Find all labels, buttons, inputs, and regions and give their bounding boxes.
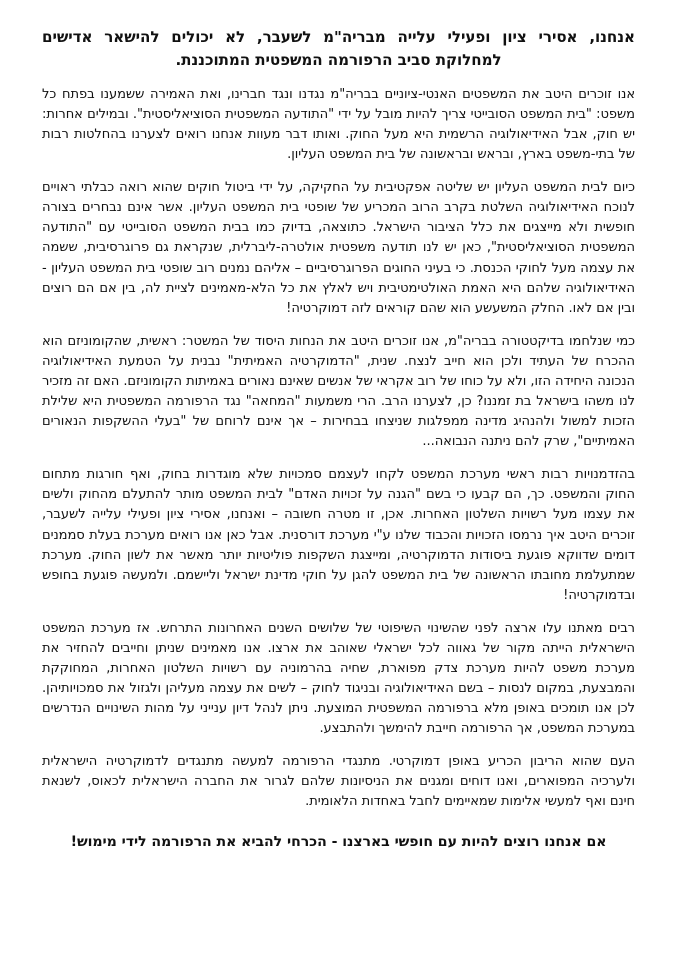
paragraph-4: בהזדמנויות רבות ראשי מערכת המשפט לקחו לעצמם סמכויות שלא מוגדרות בחוק, ואף חורגות מתחום החוק והמשפט. כך, הם קבעו כי בשם "הגנה על זכויות האדם" לבית המשפט מותר להתעלם מהחוק ולשים את עצמו מעל רשויות השלטון האחרות. אכן, זו מטרה חשובה – ואנחנו, אסירי ציון ופעילי עלייה לשעבר, זוכרים היטב איך נרמסו הזכויות והכבוד שלנו ע"י מערכת דורסנית. אבל כאן אנו רואים מערכת בעלת סממנים דומים שדווקא פוגעת ביסודות הדמוקרטיה, ומייצגת השקפות פוליטיות יותר מאשר את לשון החוק. מערכת שמתעלמת מחובתו הראשונה של בית המשפט להגן על חוקי מדינת ישראל וליישמם. ולמעשה פוגעת בחופש ובדמוקרטיה! (42, 467, 635, 603)
document-title: אנחנו, אסירי ציון ופעילי עלייה מבריה"מ לשעבר, לא יכולים להישאר אדישים למחלוקת סביב הרפורמה המשפטית המתוכננת. (42, 28, 635, 69)
bottom-spacer (42, 853, 635, 867)
paragraph-1: אנו זוכרים היטב את המשפטים האנטי-ציוניים בבריה"מ נגדנו ונגד חברינו, ואת האמירה ששמענו בפתח כל משפט: "בית המשפט הסובייטי צריך להיות מובל על ידי "התודעה המשפטית הסוציאליסטית". ובמילים אחרות: יש חוק, אבל האידיאולוגיה הרשמית היא מעל החוק. ואותו דבר מעוות אנחנו רואים לצערנו בהחלטות רבות של בתי-משפט בארץ, ובראש ובראשונה של בית המשפט העליון. (42, 86, 635, 163)
paragraph-5: רבים מאתנו עלו ארצה לפני שהשינוי השיפוטי של שלושים השנים האחרונות התרחש. אז מערכת המשפט הישראלית הייתה מקור של גאווה לכל ישראלי שאוהב את ארצו. אנו מאמינים שניתן וחייבים להחזיר את מערכת משפט להיות מערכת צדק מפוארת, שחיה בהרמוניה עם רשויות השלטון האחרות, המחוקקת והמבצעת, במקום לנסות – בשם האידיאולוגיה ובניגוד לחוק – לשים את עצמה מעליהן ולגזול את סמכויותיהן. לכן אנו תומכים באופן מלא ברפורמה המשפטית המוצעת. ניתן לנהל דיון ענייני על מהות השינויים הנדרשים במערכת המשפט, אך הרפורמה חייבת להימשך ולהתבצע. (42, 620, 635, 737)
paragraph-3: כמי שנלחמו בדיקטטורה בבריה"מ, אנו זוכרים היטב את הנחות היסוד של המשטר: ראשית, שהקומוניזם הוא ההכרח של העתיד ולכן הוא חייב לנצח. שנית, "הדמוקרטיה האמיתית" נבנית על הטמעת האידיאולוגיה הנכונה היחידה הזו, ולא על כוחו של רוב אקראי של אנשים שאינם נאורים באמיתות הקומוניזם. האם זה מזכיר לנו משהו בישראל בת זמננו? כן, לצערנו הרב. הרי משמעות "המחאה" נגד הרפורמה המשפטית היא שלילת הזכות למשול ולהנהיג מדינה ממפלגות שניצחו בבחירות – אך אינם לרוחם של "בעלי ההשקפות הנאורים האמיתיים", שרק להם ניתנה הנבואה... (42, 333, 635, 450)
document-body (42, 26, 635, 867)
paragraph-6: העם שהוא הריבון הכריע באופן דמוקרטי. מתנגדי הרפורמה למעשה מתנגדים לדמוקרטיה הישראלית ולערכיה המפוארים, ואנו דוחים ומגנים את הניסיונות שלהם לגרור את החברה הישראלית לכאוס, לשנאת חינם ואף למעשי אלימות שמאיימים לחבל באחדות הלאומית. (42, 754, 635, 810)
paragraph-2: כיום לבית המשפט העליון יש שליטה אפקטיבית על החקיקה, על ידי ביטול חוקים שהוא רואה כבלתי ראויים לנוכח האידיאולוגיה השלטת בקרב הרוב המכריע של שופטי בית המשפט העליון. אשר אינם נבחרים בצורה חופשית ולא מייצגים את כלל הציבור הישראל. כתוצאה, בדיוק כמו בבית המשפט הסובייטי עם "התודעה המשפטית הסוציאליסטית", כאן יש לנו תודעה משפטית אולטרה-ליברלית, שנקראת גם פרוגרסיבית, ששמה את עצמה מעל לחוקי הכנסת. כי בעיני החוגים הפרוגרסיביים – אליהם נמנים רוב שופטי בית המשפט העליון - האידיאולוגיה שלהם היא האמת האולטימטיבית ויש לאלץ את כל הלא-מאמינים לציית לה, בין אם הם רוצים ובין אם לאו. החלק המשעשע הוא שהם קוראים לזה דמוקרטיה! (42, 180, 635, 316)
closing-call-to-action: אם אנחנו רוצים להיות עם חופשי בארצנו - הכרחי להביא את הרפורמה לידי מימוש! (70, 833, 607, 850)
